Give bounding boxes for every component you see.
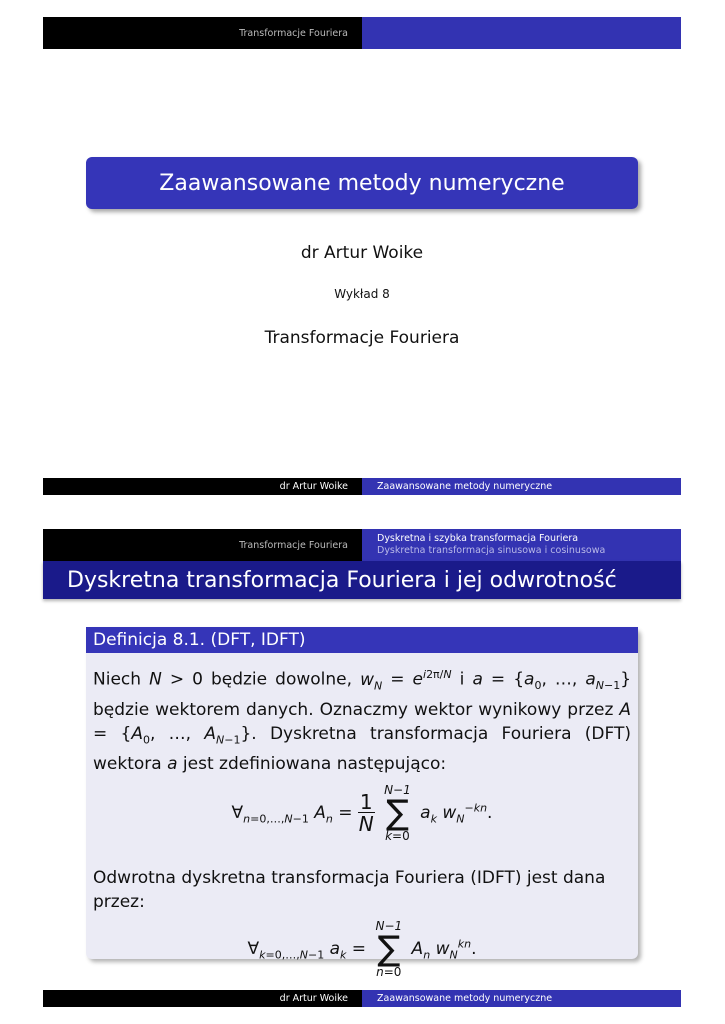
definition-block — [86, 627, 638, 980]
header-right — [362, 17, 681, 49]
idft-intro: Odwrotna dyskretna transformacja Fouriera (IDFT) jest dana przez: — [93, 868, 606, 913]
lecture-number: Wykład 8 — [334, 287, 390, 301]
lecture-topic: Transformacje Fouriera — [264, 328, 460, 348]
presentation-title: Zaawansowane metody numeryczne — [86, 157, 638, 209]
text-niech: Niech — [93, 669, 142, 690]
slide-dft-definition — [43, 529, 681, 1007]
definition-title: Definicja 8.1. (DFT, IDFT) — [86, 627, 638, 653]
header-subsubsection[interactable]: Dyskretna transformacja sinusowa i cosinusowa — [377, 545, 606, 556]
text-przez: przez — [567, 700, 614, 721]
footer-author[interactable]: dr Artur Woike — [43, 990, 362, 1007]
header-section[interactable]: Transformacje Fouriera — [43, 17, 362, 49]
text-defined-as: jest zdefiniowana następująco: — [182, 754, 447, 775]
footer-bar — [43, 478, 681, 495]
slide-title — [43, 17, 681, 495]
footer-title[interactable]: Zaawansowane metody numeryczne — [362, 478, 681, 495]
text-and: i — [459, 669, 465, 690]
definition-body — [86, 653, 638, 1000]
idft-formula: $\forall_{k=0,\dots,N-1}$ $a_k$ = N−1 ∑ n=0 $A_n$ $w_N^{kn}$. — [247, 919, 477, 980]
text-arbitrary: będzie dowolne, — [210, 669, 353, 690]
text-dft-of: . Dyskretna transformacja Fouriera (DFT) wektora — [93, 724, 631, 775]
footer-title[interactable]: Zaawansowane metody numeryczne — [362, 990, 681, 1007]
dft-formula: $\forall_{n=0,\dots,N-1}$ $A_n$ = $\frac{1}{N}$ N−1 ∑ k=0 $a_k$ $w_N^{-kn}$. — [231, 783, 493, 844]
footer-author[interactable]: dr Artur Woike — [43, 478, 362, 495]
text-data-vector: będzie wektorem danych. Oznaczmy wektor wynikowy — [93, 700, 562, 721]
header-subsection[interactable]: Dyskretna i szybka transformacja Fouriera — [377, 533, 579, 544]
header-bar — [43, 17, 681, 49]
frame-title: Dyskretna transformacja Fouriera i jej odwrotność — [43, 561, 681, 599]
definition-paragraph: Niech N > 0 będzie dowolne, $w_N = e^{i2\pi/N}$ i $a = \{a_0$, …, $a_{N-1}$} będzie wektorem danych. Oznaczmy wektor wynikowy przez $A = \{A_0$, …, $A_{N-1}$}. Dyskretna transformacja Fouriera (DFT) wektora a jest zdefiniowana następująco: — [93, 668, 632, 775]
header-right — [362, 529, 681, 561]
author: dr Artur Woike — [300, 243, 424, 263]
header-section[interactable]: Transformacje Fouriera — [43, 529, 362, 561]
header-bar — [43, 529, 681, 561]
footer-bar — [43, 990, 681, 1007]
